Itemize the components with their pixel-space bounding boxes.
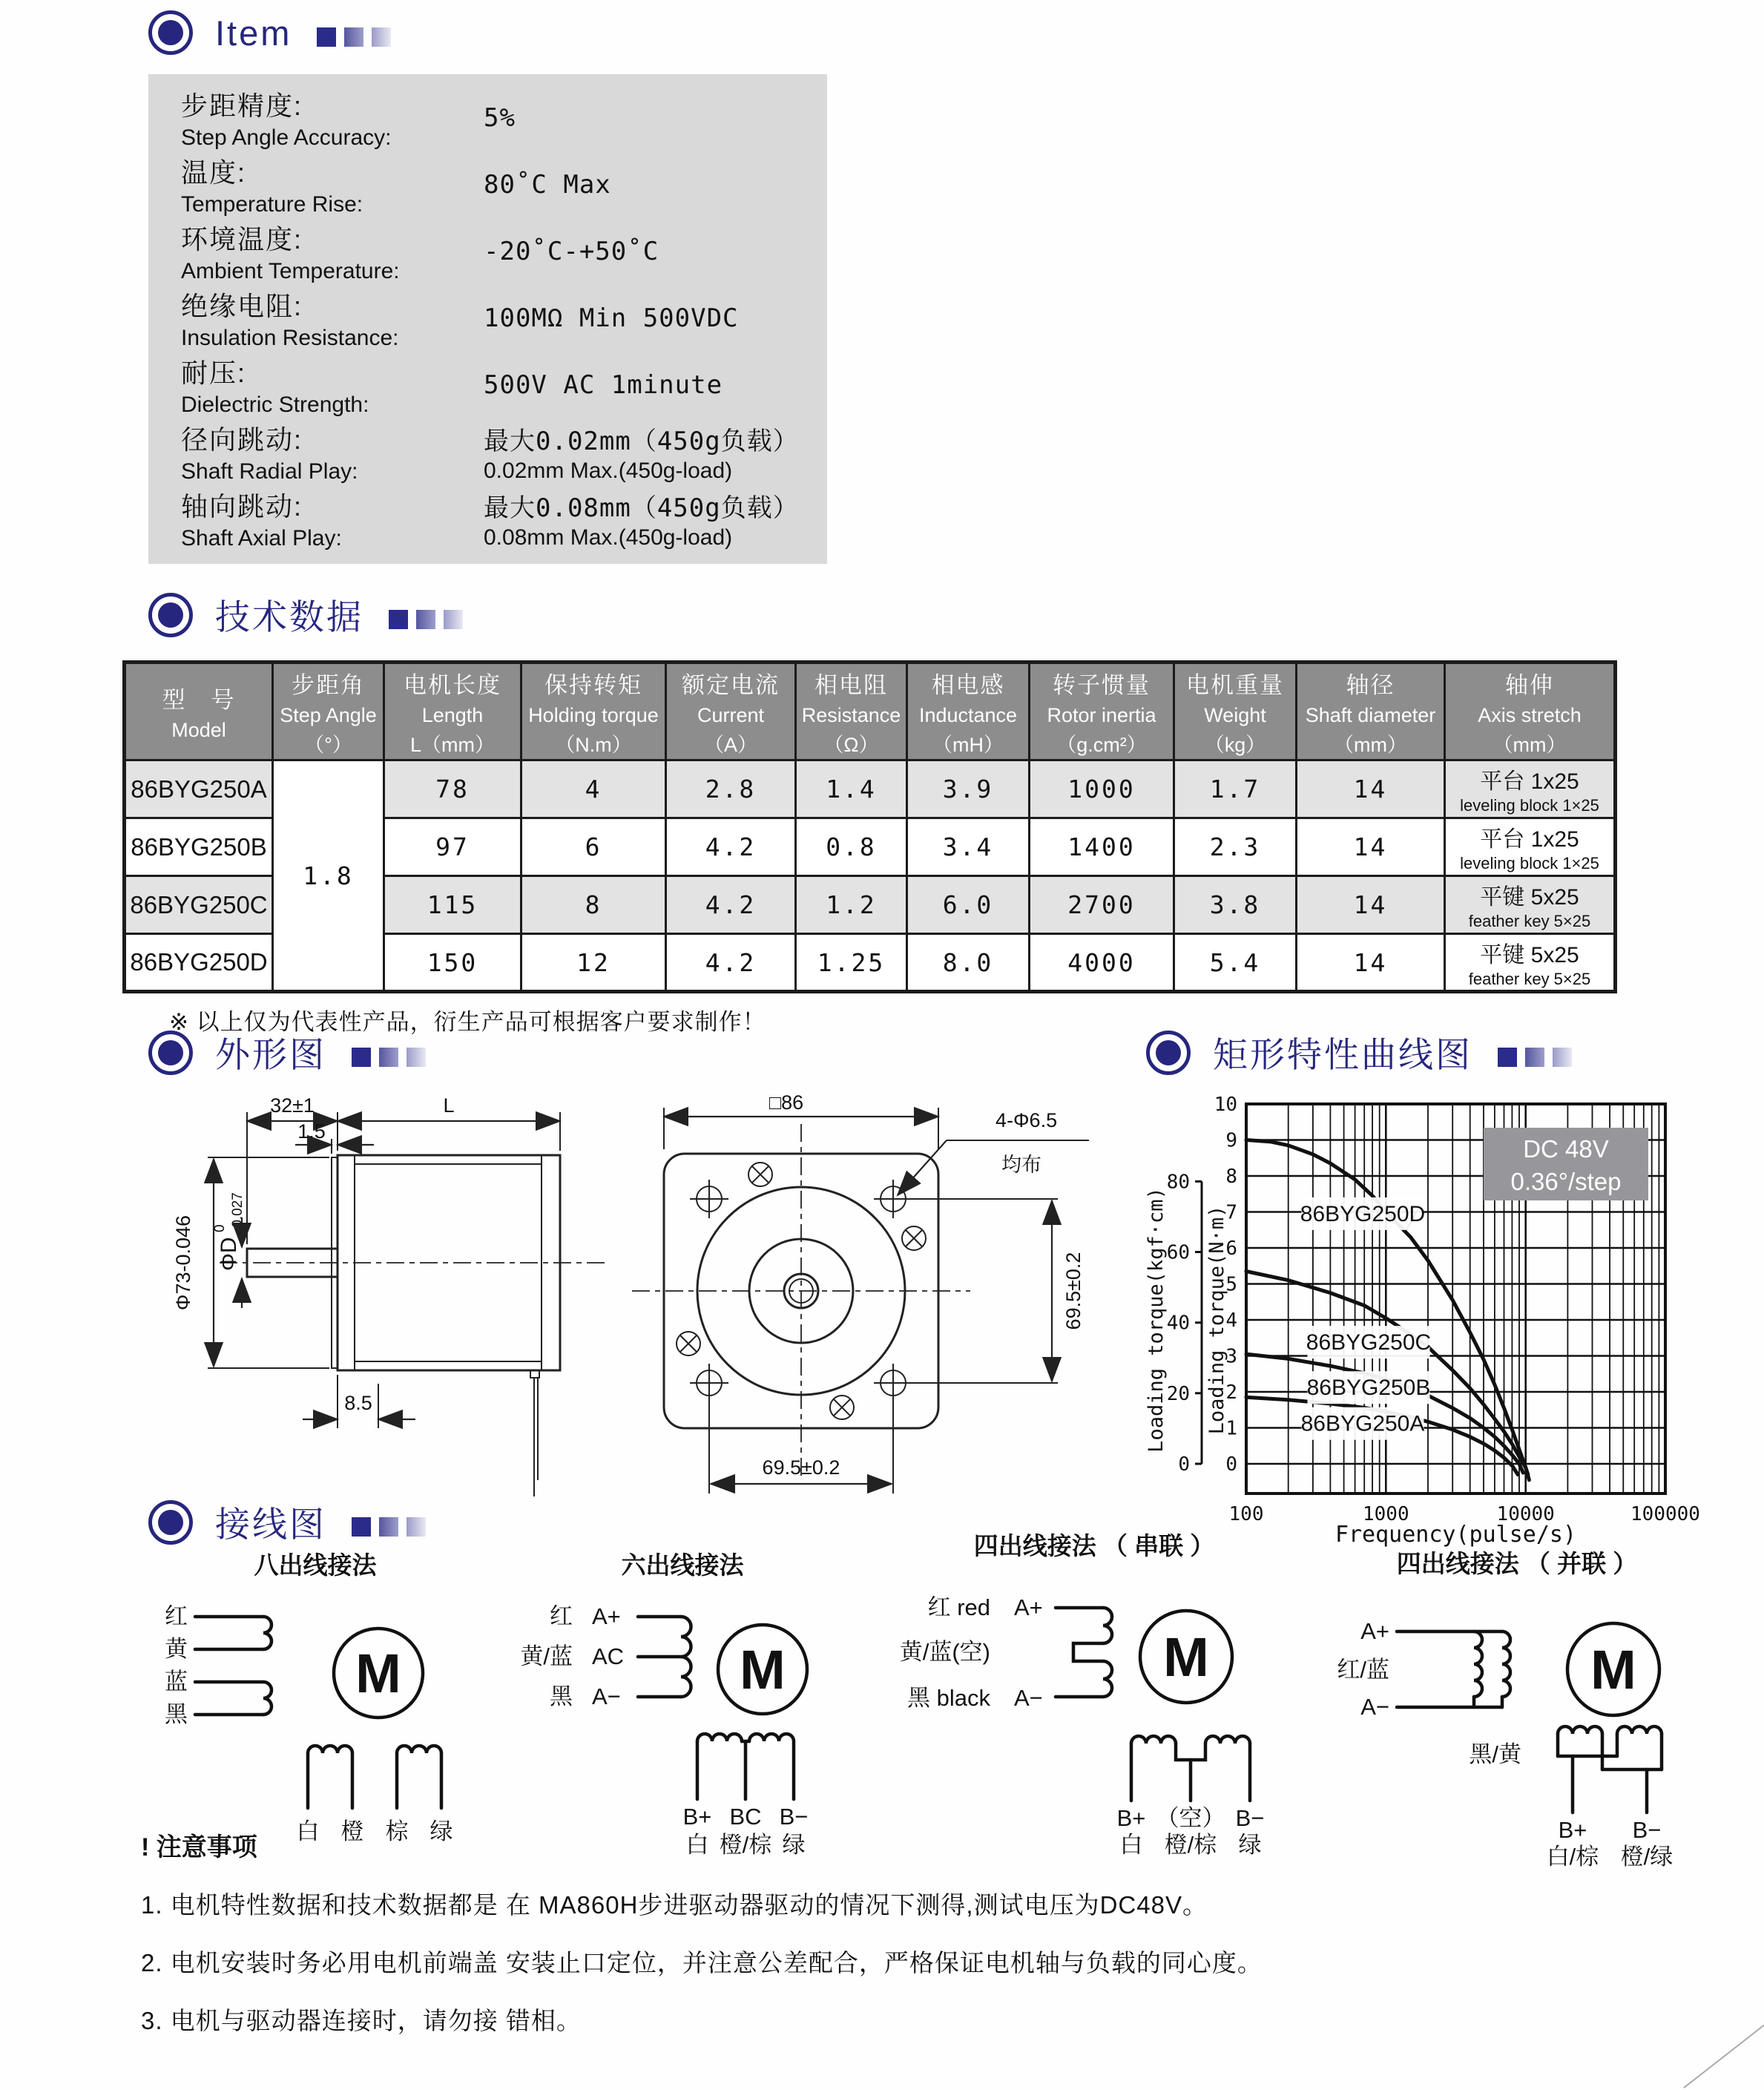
y-tick-nm: 8 — [1225, 1166, 1237, 1188]
wiring-section-header — [148, 1497, 426, 1547]
col-header-inertia: 转子惯量 Rotor inertia （g.cm²） — [1030, 663, 1174, 760]
cell-resistance: 0.8 — [796, 818, 907, 876]
cell-model: 86BYG250A — [125, 760, 273, 818]
cell-resistance: 1.25 — [796, 934, 907, 992]
x-axis-label: Frequency(pulse/s) — [1334, 1522, 1577, 1548]
cell-length: 115 — [384, 876, 521, 934]
motor-symbol: M — [1590, 1639, 1636, 1700]
col-header-length: 电机长度 Length L（mm） — [384, 663, 521, 760]
dim-L: L — [443, 1094, 455, 1117]
wire-label: 红/蓝 — [1337, 1657, 1389, 1683]
note-item: 2. 电机安装时务必用电机前端盖 安装止口定位，并注意公差配合，严格保证电机轴与负载的同心度。 — [141, 1949, 1263, 1976]
spec-value-sub: 0.08mm Max.(450g-load) — [484, 525, 733, 550]
y-tick-nm: 9 — [1225, 1129, 1237, 1152]
motor-symbol: M — [1163, 1626, 1209, 1688]
wiring-title: 四出线接法 （ 串联 ） — [973, 1532, 1215, 1560]
section-bullet-icon — [148, 1500, 193, 1545]
dim-32: 32±1 — [270, 1094, 315, 1117]
y-tick-kgf: 20 — [1166, 1382, 1190, 1405]
spec-label-zh: 径向跳动: — [181, 424, 303, 455]
cell-length: 150 — [384, 934, 521, 992]
terminal-label: A− — [592, 1683, 621, 1709]
y-tick-nm: 5 — [1225, 1273, 1237, 1296]
dim-pitch-v: 69.5±0.2 — [1062, 1252, 1085, 1330]
terminal-label: A− — [1360, 1694, 1389, 1720]
coil — [681, 1617, 691, 1697]
spec-label-en: Dielectric Strength: — [181, 392, 369, 417]
y-tick-nm: 2 — [1225, 1381, 1237, 1404]
y-tick-nm: 6 — [1225, 1238, 1237, 1260]
svg-text:0: 0 — [212, 1224, 228, 1232]
coil — [749, 1734, 794, 1741]
section-bullet-icon — [148, 10, 193, 55]
cell-model: 86BYG250D — [125, 934, 273, 992]
cell-shaft: 14 — [1297, 818, 1445, 876]
cell-length: 97 — [384, 818, 521, 876]
curve-label-86BYG250C: 86BYG250C — [1306, 1330, 1432, 1355]
spec-box — [148, 74, 827, 564]
spec-label-zh: 轴向跳动: — [181, 491, 303, 522]
spec-label-en: Shaft Axial Play: — [181, 526, 342, 551]
dim-phiD-label — [212, 1192, 246, 1271]
tech-table-header-row — [125, 663, 1616, 760]
coil — [1502, 1631, 1510, 1697]
x-tick: 100 — [1228, 1503, 1264, 1525]
y-tick-nm: 1 — [1225, 1417, 1237, 1440]
cell-current: 4.2 — [666, 818, 796, 876]
spec-label-zh: 耐压: — [181, 358, 247, 388]
col-header-current: 额定电流 Current （A） — [666, 663, 796, 760]
cell-length: 78 — [384, 760, 521, 818]
wire-label: 橙/棕 — [1164, 1832, 1217, 1858]
terminal-label: A− — [1014, 1685, 1043, 1711]
terminal-label: B+ — [682, 1804, 712, 1830]
wiring-diagram-6lead — [490, 1547, 875, 1859]
curve-label-86BYG250A: 86BYG250A — [1300, 1411, 1425, 1436]
col-header-step-angle: 步距角 Step Angle （°） — [273, 663, 384, 760]
section-squares-icon — [352, 1517, 426, 1537]
section-title-wiring: 接线图 — [215, 1505, 326, 1544]
coil — [397, 1746, 441, 1753]
wire-label: 红 — [550, 1603, 573, 1629]
spec-label-en: Step Angle Accuracy: — [181, 125, 392, 150]
spec-row — [148, 285, 827, 352]
cell-torque: 8 — [521, 876, 666, 934]
spec-row — [148, 151, 827, 218]
y-tick-kgf: 0 — [1178, 1453, 1190, 1476]
col-header-resistance: 相电阻 Resistance （Ω） — [796, 663, 907, 760]
terminal-label: AC — [592, 1643, 625, 1669]
cell-weight: 5.4 — [1174, 934, 1297, 992]
cell-model: 86BYG250B — [125, 818, 273, 876]
spec-label-en: Shaft Radial Play: — [181, 459, 358, 484]
terminal-label: （空） — [1156, 1805, 1225, 1831]
terminal-label: B− — [1632, 1817, 1662, 1843]
section-squares-icon — [317, 27, 391, 47]
section-squares-icon — [389, 610, 463, 629]
coil — [697, 1734, 742, 1741]
wiring-title: 六出线接法 — [621, 1551, 744, 1579]
annotation-line: 0.36°/step — [1510, 1168, 1622, 1195]
wire-label: 绿 — [1238, 1832, 1262, 1858]
y-tick-nm: 4 — [1225, 1309, 1237, 1332]
spec-label-en: Temperature Rise: — [181, 192, 363, 217]
curve-label-86BYG250B: 86BYG250B — [1306, 1376, 1431, 1401]
table-note: ※ 以上仅为代表性产品，衍生产品可根据客户要求制作！ — [169, 1009, 766, 1035]
wire-label: 红 — [165, 1603, 188, 1629]
cell-torque: 12 — [521, 934, 666, 992]
spec-value: 500V AC 1minute — [484, 370, 723, 400]
torque-chart-svg — [1146, 1059, 1732, 1557]
front-view — [632, 1091, 1089, 1493]
cell-inductance: 3.4 — [907, 818, 1030, 876]
col-header-torque: 保持转矩 Holding torque （N.m） — [521, 663, 666, 760]
spec-value: 最大0.08mm（450g负载） — [484, 493, 799, 523]
terminal-label: BC — [729, 1804, 762, 1830]
coil — [1617, 1726, 1662, 1734]
spec-value: 最大0.02mm（450g负载） — [484, 426, 799, 456]
dim-sq86: □86 — [769, 1091, 804, 1114]
wire-label: 橙 — [340, 1818, 364, 1844]
wire-label: 黄 — [165, 1636, 188, 1662]
cell-resistance: 1.2 — [796, 876, 907, 934]
spec-row — [148, 418, 827, 485]
tech-section-header — [148, 590, 463, 640]
cell-weight: 1.7 — [1174, 760, 1297, 818]
cell-inertia: 1400 — [1030, 818, 1174, 876]
notes-block — [141, 1827, 1662, 2037]
y-tick-kgf: 80 — [1166, 1171, 1190, 1194]
wire-label: 橙/绿 — [1620, 1844, 1674, 1870]
y-tick-nm: 7 — [1225, 1201, 1237, 1224]
spec-row — [148, 485, 827, 552]
spec-row — [148, 85, 827, 151]
coil — [263, 1682, 271, 1715]
spec-value: 80˚C Max — [484, 170, 611, 200]
cell-resistance: 1.4 — [796, 760, 907, 818]
wire-label: 黑 — [550, 1683, 573, 1709]
cell-inductance: 6.0 — [907, 876, 1030, 934]
spec-label-en: Insulation Resistance: — [181, 326, 399, 350]
cell-inertia: 4000 — [1030, 934, 1174, 992]
wire-label: 橙/棕 — [719, 1832, 772, 1858]
wire-label: 黑 black — [907, 1685, 990, 1711]
dim-evenly: 均布 — [1001, 1154, 1041, 1176]
wire-label: 黑 — [165, 1701, 188, 1727]
cell-current: 4.2 — [666, 876, 796, 934]
item-section-header — [148, 10, 391, 55]
spec-label-zh: 环境温度: — [181, 224, 303, 254]
x-tick: 1000 — [1362, 1503, 1409, 1525]
section-title-outline: 外形图 — [215, 1035, 326, 1074]
note-item: 1. 电机特性数据和技术数据都是 在 MA860H步进驱动器驱动的情况下测得,测试电压为DC48V。 — [141, 1891, 1208, 1919]
wiring-diagram-8lead — [130, 1547, 501, 1859]
terminal-label: B+ — [1116, 1805, 1146, 1831]
terminal-label: B+ — [1558, 1817, 1587, 1843]
wire-label: 白 — [1119, 1832, 1143, 1858]
cell-stretch: 平台 1x25 leveling block 1×25 — [1445, 760, 1616, 818]
note-item: 3. 电机与驱动器连接时，请勿接 错相。 — [141, 2007, 582, 2034]
notes-title: ! 注意事项 — [141, 1833, 257, 1861]
cell-inertia: 2700 — [1030, 876, 1174, 934]
spec-label-zh: 步距精度: — [181, 91, 303, 121]
wire-label: 白/棕 — [1546, 1844, 1599, 1870]
spec-row — [148, 218, 827, 285]
wire-label: 黄/蓝 — [520, 1643, 573, 1669]
cell-torque: 6 — [521, 818, 666, 876]
cell-current: 4.2 — [666, 934, 796, 992]
cell-stretch: 平台 1x25 leveling block 1×25 — [1445, 818, 1616, 876]
terminal-label: A+ — [1014, 1594, 1043, 1620]
motor-symbol: M — [355, 1643, 401, 1704]
spec-value: 100MΩ Min 500VDC — [484, 303, 739, 333]
coil — [1103, 1661, 1112, 1697]
cell-inductance: 3.9 — [907, 760, 1030, 818]
section-title-item: Item — [215, 13, 292, 53]
page-corner-mark — [1683, 2023, 1764, 2089]
wire-label: 白 — [685, 1832, 709, 1858]
col-header-model: 型 号 Model — [125, 663, 273, 760]
spec-value: 5% — [484, 103, 516, 133]
wire-label: 蓝 — [165, 1669, 188, 1695]
spec-label-en: Ambient Temperature: — [181, 259, 400, 283]
wiring-title: 八出线接法 — [254, 1551, 377, 1579]
coil — [263, 1617, 271, 1649]
section-squares-icon — [352, 1048, 426, 1067]
y-tick-nm: 10 — [1214, 1094, 1237, 1116]
col-header-inductance: 相电感 Inductance （mH） — [907, 663, 1030, 760]
coil — [1205, 1736, 1250, 1744]
motor-symbol: M — [740, 1639, 786, 1700]
table-row — [125, 760, 1616, 818]
terminal-label: A+ — [1360, 1618, 1389, 1644]
coil — [1103, 1608, 1112, 1643]
dim-1-5: 1.5 — [297, 1120, 326, 1143]
spec-value: -20˚C-+50˚C — [484, 237, 659, 266]
spec-label-zh: 温度: — [181, 157, 247, 188]
section-title-tech: 技术数据 — [215, 597, 363, 637]
cell-step-angle: 1.8 — [273, 760, 384, 992]
spec-label-zh: 绝缘电阻: — [181, 291, 303, 321]
wire-label: 棕 — [385, 1818, 409, 1844]
wire-label: 红 red — [927, 1594, 990, 1620]
annotation-line: DC 48V — [1523, 1135, 1609, 1163]
cell-shaft: 14 — [1297, 934, 1445, 992]
cell-shaft: 14 — [1297, 876, 1445, 934]
section-title-curve: 矩形特性曲线图 — [1213, 1035, 1472, 1074]
x-tick: 10000 — [1496, 1503, 1555, 1525]
tech-table — [122, 660, 1617, 993]
wire-label: 黑/黄 — [1469, 1741, 1521, 1767]
cell-inertia: 1000 — [1030, 760, 1174, 818]
y-axis-label-nm: Loading torque(N·m) — [1205, 1205, 1228, 1435]
outline-drawing — [171, 1079, 1090, 1510]
y-tick-kgf: 40 — [1166, 1312, 1190, 1335]
curve-label-86BYG250D: 86BYG250D — [1300, 1201, 1426, 1226]
wire-label: 绿 — [430, 1818, 453, 1844]
cell-model: 86BYG250C — [125, 876, 273, 934]
cell-weight: 2.3 — [1174, 818, 1297, 876]
y-tick-nm: 0 — [1225, 1453, 1237, 1476]
terminal-label: A+ — [592, 1603, 621, 1629]
outline-section-header — [148, 1028, 426, 1077]
col-header-weight: 电机重量 Weight （kg） — [1174, 663, 1297, 760]
cell-stretch: 平键 5x25 feather key 5×25 — [1445, 876, 1616, 934]
cell-current: 2.8 — [666, 760, 796, 818]
y-tick-kgf: 60 — [1166, 1241, 1190, 1264]
cell-shaft: 14 — [1297, 760, 1445, 818]
wiring-title: 四出线接法 （ 并联 ） — [1396, 1550, 1638, 1577]
x-tick: 100000 — [1630, 1503, 1700, 1525]
dim-phi73: Φ73-0.046 — [172, 1215, 194, 1311]
dim-holes: 4-Φ6.5 — [995, 1109, 1058, 1131]
coil — [1474, 1631, 1482, 1697]
coil — [1131, 1736, 1176, 1744]
wire-label: 白 — [296, 1818, 320, 1844]
section-bullet-icon — [148, 1031, 193, 1075]
terminal-label: B− — [779, 1804, 809, 1830]
col-header-stretch: 轴伸 Axis stretch （mm） — [1445, 663, 1616, 760]
col-header-shaft: 轴径 Shaft diameter （mm） — [1297, 663, 1445, 760]
side-view — [172, 1094, 608, 1496]
y-axis-label-kgf: Loading torque(kgf·cm) — [1145, 1187, 1168, 1453]
y-tick-nm: 3 — [1225, 1345, 1237, 1368]
wire-label: 黄/蓝(空) — [899, 1639, 990, 1665]
wire-label: 绿 — [782, 1832, 806, 1858]
spec-value-sub: 0.02mm Max.(450g-load) — [484, 458, 733, 483]
section-bullet-icon — [148, 593, 193, 637]
coil — [308, 1746, 352, 1753]
svg-text:ΦD: ΦD — [217, 1237, 241, 1271]
svg-text:-0.027: -0.027 — [230, 1192, 246, 1232]
dim-8-5: 8.5 — [344, 1392, 372, 1414]
coil — [1558, 1726, 1602, 1734]
spec-row — [148, 352, 827, 418]
dim-pitch-h: 69.5±0.2 — [762, 1456, 840, 1479]
cell-torque: 4 — [521, 760, 666, 818]
terminal-label: B− — [1235, 1805, 1265, 1831]
cell-weight: 3.8 — [1174, 876, 1297, 934]
wiring-diagram-4lead-series — [872, 1525, 1302, 1859]
cell-inductance: 8.0 — [907, 934, 1030, 992]
cell-stretch: 平键 5x25 feather key 5×25 — [1445, 934, 1616, 992]
